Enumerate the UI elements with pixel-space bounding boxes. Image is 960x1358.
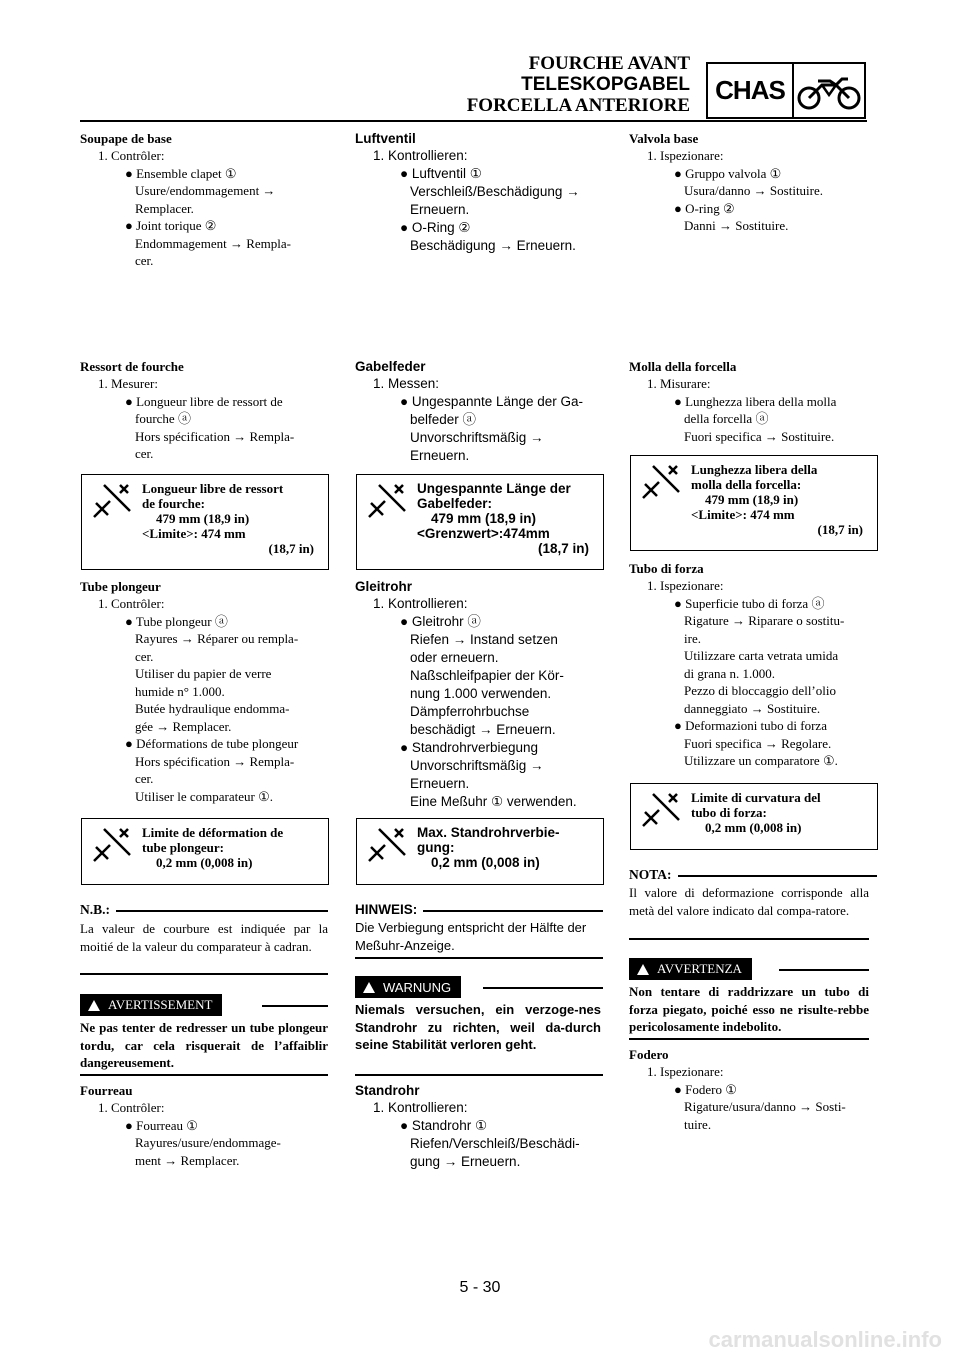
de-outer-tube-title: Standrohr (355, 1083, 420, 1098)
spec-line: 479 mm (18,9 in) (431, 511, 537, 526)
de-base-valve (355, 130, 605, 255)
text-line: Fuori specifica → Regolare. (684, 735, 832, 751)
fr-spring-spec-box (81, 474, 329, 570)
text-line: Riefen/Verschleiß/Beschädi- (410, 1136, 580, 1151)
it-spring (629, 358, 879, 445)
bullet: ● O-ring ② (674, 200, 735, 216)
spec-line: tube plongeur: (142, 840, 224, 855)
divider (80, 1074, 328, 1076)
it-note-label: NOTA: (629, 867, 678, 882)
text-line: Erneuern. (410, 202, 470, 217)
de-note-header (355, 901, 603, 921)
warning-badge: AVVERTENZA (629, 958, 752, 980)
de-note-label: HINWEIS: (355, 902, 423, 917)
de-warning-text: Niemals versuchen, ein verzoge-nes Standrohr zu richten, weil da-durch seine Stabilität verloren geht. (355, 1002, 601, 1052)
it-spring-title: Molla della forcella (629, 359, 737, 374)
text-line: Beschädigung → Erneuern. (410, 238, 576, 253)
spec-line: gung: (417, 840, 455, 855)
header-rule (80, 120, 867, 122)
wrench-icon (631, 784, 691, 849)
text-line: gung → Erneuern. (410, 1154, 521, 1169)
spec-line: molla della forcella: (691, 477, 802, 492)
watermark: carmanualsonline.info (708, 1327, 942, 1352)
spec-line: tubo di forza: (691, 805, 767, 820)
it-inner-tube (629, 560, 879, 770)
spec-line: 479 mm (18,9 in) (156, 511, 250, 526)
it-base-valve (629, 130, 879, 235)
text-line: gée → Remplacer. (135, 718, 232, 734)
de-spring (355, 358, 605, 465)
text-line: Endommagement → Rempla- (135, 235, 291, 251)
text-line: fourche ⓐ (135, 411, 191, 426)
fr-spring-step: 1. Mesurer: (98, 376, 158, 391)
text-line: Riefen → Instand setzen (410, 632, 558, 647)
spec-line: Ungespannte Länge der (417, 481, 571, 496)
text-line: humide n° 1.000. (135, 683, 225, 699)
bullet: ● Standrohrverbiegung (400, 740, 538, 755)
it-inner-tube-title: Tubo di forza (629, 561, 704, 576)
fr-base-valve-step: 1. Contrôler: (98, 148, 165, 163)
text-line: danneggiato → Sostituire. (684, 700, 821, 716)
de-outer-tube (355, 1082, 605, 1171)
it-warning-text: Non tentare di raddrizzare un tubo di forza piegato, poiché esso ne risulte-rebbe pericolosamente indebolito. (629, 984, 869, 1034)
header-titles (467, 53, 690, 116)
it-inner-tube-spec-box (630, 783, 878, 850)
text-line: Utiliser le comparateur ①. (135, 788, 273, 804)
it-spring-spec-box (630, 455, 878, 551)
text-line: Rigature/usura/danno → Sosti- (684, 1099, 846, 1114)
spec-line: (18,7 in) (817, 522, 863, 537)
spec-line: (18,7 in) (268, 541, 314, 556)
text-line: Utilizzare un comparatore ①. (684, 753, 838, 768)
de-outer-tube-step: 1. Kontrollieren: (373, 1100, 468, 1115)
warning-badge: WARNUNG (355, 976, 461, 998)
de-note-text: Die Verbiegung entspricht der Hälfte der Meßuhr-Anzeige. (355, 920, 587, 953)
it-outer-tube (629, 1046, 879, 1133)
bullet: ● Ungespannte Länge der Ga- (400, 394, 584, 409)
de-inner-tube-spec-box (356, 818, 604, 885)
title-it: FORCELLA ANTERIORE (466, 95, 690, 116)
it-base-valve-step: 1. Ispezionare: (647, 148, 724, 163)
it-note-header (629, 866, 877, 886)
bullet: ● Joint torique ② (125, 218, 217, 233)
text-line: di grana n. 1.000. (684, 665, 775, 681)
de-spring-spec-box (356, 474, 604, 570)
wrench-icon (357, 819, 417, 884)
it-spring-step: 1. Misurare: (647, 376, 711, 391)
it-outer-tube-step: 1. Ispezionare: (647, 1064, 724, 1079)
spec-line: 0,2 mm (0,008 in) (431, 855, 540, 870)
spec-line: <Limite>: 474 mm (691, 507, 795, 522)
fr-spring (80, 358, 330, 463)
de-inner-tube-title: Gleitrohr (355, 579, 413, 594)
text-line: oder erneuern. (410, 650, 499, 665)
text-line: Remplacer. (135, 200, 194, 216)
bullet: ● Gleitrohr ⓐ (400, 614, 481, 629)
spec-line: Lunghezza libera della (691, 462, 818, 477)
text-line: cer. (135, 771, 154, 786)
warning-icon (88, 1000, 100, 1011)
bullet: ● Fourreau ① (125, 1117, 198, 1133)
de-inner-tube-step: 1. Kontrollieren: (373, 596, 468, 611)
fr-inner-tube-spec-box (81, 818, 329, 885)
it-base-valve-title: Valvola base (629, 131, 699, 146)
bullet: ● Luftventil ① (400, 166, 482, 181)
fr-inner-tube (80, 578, 330, 805)
text-line: Erneuern. (410, 776, 470, 791)
spec-line: Limite di curvatura del (691, 790, 821, 805)
text-line: Pezzo di bloccaggio dell’olio (684, 683, 836, 698)
text-line: cer. (135, 253, 154, 268)
spec-line: 0,2 mm (0,008 in) (705, 820, 802, 835)
text-line: Dämpferrohrbuchse (410, 704, 530, 719)
section-badge (706, 62, 866, 119)
fr-note-text: La valeur de courbure est indiquée par la moitié de la valeur du comparateur à cadran. (80, 921, 328, 954)
fr-outer-tube (80, 1082, 330, 1169)
text-line: Hors spécification → Rempla- (135, 428, 295, 444)
title-fr: FOURCHE AVANT (528, 53, 690, 74)
text-line: ment → Remplacer. (135, 1152, 240, 1168)
warning-icon (363, 982, 375, 993)
bullet: ● Superficie tubo di forza ⓐ (674, 595, 825, 611)
spec-line: Limite de déformation de (142, 825, 284, 840)
fr-outer-tube-title: Fourreau (80, 1083, 133, 1098)
it-warning-header (629, 958, 869, 982)
wrench-icon (357, 475, 417, 569)
text-line: belfeder ⓐ (410, 412, 477, 427)
text-line: Hors spécification → Rempla- (135, 753, 295, 769)
bullet: ● Ensemble clapet ① (125, 165, 237, 181)
text-line: Usura/danno → Sostituire. (684, 183, 824, 198)
text-line: Rayures/usure/endommage- (135, 1135, 281, 1150)
spec-line: Max. Standrohrverbie- (417, 825, 560, 840)
spec-line: 479 mm (18,9 in) (705, 492, 799, 507)
title-de: TELESKOPGABEL (521, 74, 690, 95)
text-line: Naßschleifpapier der Kör- (410, 668, 564, 683)
text-line: Unvorschriftsmäßig → (410, 430, 544, 445)
text-line: Rigature → Riparare o sostitu- (684, 613, 845, 628)
text-line: tuire. (684, 1116, 712, 1132)
text-line: Danni → Sostituire. (684, 218, 789, 233)
spec-line: de fourche: (142, 496, 205, 511)
text-line: Eine Meßuhr ① verwenden. (410, 794, 577, 809)
text-line: Utiliser du papier de verre (135, 666, 272, 681)
section-code: CHAS (708, 64, 794, 117)
fr-note-label: N.B.: (80, 902, 116, 917)
divider (355, 1074, 603, 1076)
text-line: cer. (135, 648, 154, 664)
bullet: ● O-Ring ② (400, 220, 471, 235)
it-inner-tube-step: 1. Ispezionare: (647, 578, 724, 593)
spec-line: <Limite>: 474 mm (142, 526, 246, 541)
text-line: nung 1.000 verwenden. (410, 686, 552, 701)
fr-inner-tube-title: Tube plongeur (80, 579, 161, 594)
text-line: Butée hydraulique endomma- (135, 701, 290, 716)
warning-badge: AVERTISSEMENT (80, 994, 222, 1016)
bullet: ● Fodero ① (674, 1081, 737, 1097)
spec-line: <Grenzwert>:474mm (417, 526, 550, 541)
wrench-icon (82, 819, 142, 884)
text-line: Usure/endommagement → (135, 183, 276, 198)
divider (355, 957, 603, 959)
de-spring-step: 1. Messen: (373, 376, 440, 391)
text-line: Rayures → Réparer ou rempla- (135, 631, 299, 646)
text-line: Utilizzare carta vetrata umida (684, 648, 839, 663)
bullet: ● Deformazioni tubo di forza (674, 718, 827, 733)
spec-line: (18,7 in) (537, 541, 589, 556)
bullet: ● Gruppo valvola ① (674, 165, 782, 181)
de-warning-header (355, 976, 603, 1000)
spec-line: Gabelfeder: (417, 496, 493, 511)
bullet: ● Longueur libre de ressort de (125, 393, 283, 409)
de-base-valve-title: Luftventil (355, 131, 416, 146)
text-line: Unvorschriftsmäßig → (410, 758, 544, 773)
fr-note-header (80, 901, 328, 921)
text-line: beschädigt → Erneuern. (410, 722, 556, 737)
spec-line: 0,2 mm (0,008 in) (156, 855, 253, 870)
wrench-icon (631, 456, 691, 550)
divider (629, 938, 869, 940)
text-line: Erneuern. (410, 448, 470, 463)
fr-outer-tube-step: 1. Contrôler: (98, 1100, 165, 1115)
bullet: ● Lunghezza libera della molla (674, 393, 837, 409)
spec-line: Longueur libre de ressort (142, 481, 284, 496)
page-number: 5 - 30 (459, 1279, 501, 1296)
text-line: Verschleiß/Beschädigung → (410, 184, 580, 199)
text-line: cer. (135, 446, 154, 461)
text-line: ire. (684, 630, 701, 646)
de-inner-tube (355, 578, 605, 811)
warning-icon (637, 964, 649, 975)
de-base-valve-step: 1. Kontrollieren: (373, 148, 468, 163)
bullet: ● Déformations de tube plongeur (125, 736, 299, 751)
fr-warning-text: Ne pas tenter de redresser un tube plongeur tordu, car cela risquerait de l’affaiblir dangereusement. (80, 1020, 328, 1070)
divider (80, 973, 328, 975)
wrench-icon (82, 475, 142, 569)
de-spring-title: Gabelfeder (355, 359, 426, 374)
it-note-text: Il valore di deformazione corrisponde alla metà del valore indicato dal compa-ratore. (629, 885, 869, 918)
fr-inner-tube-step: 1. Contrôler: (98, 596, 165, 611)
it-outer-tube-title: Fodero (629, 1047, 669, 1062)
fr-base-valve (80, 130, 330, 270)
fr-spring-title: Ressort de fourche (80, 359, 184, 374)
bullet: ● Standrohr ① (400, 1118, 488, 1133)
divider (629, 1038, 869, 1040)
text-line: Fuori specifica → Sostituire. (684, 428, 835, 444)
fr-warning-header (80, 994, 328, 1018)
text-line: della forcella ⓐ (684, 411, 769, 426)
bullet: ● Tube plongeur ⓐ (125, 613, 228, 629)
fr-base-valve-title: Soupape de base (80, 131, 172, 146)
motorcycle-icon (794, 64, 864, 117)
